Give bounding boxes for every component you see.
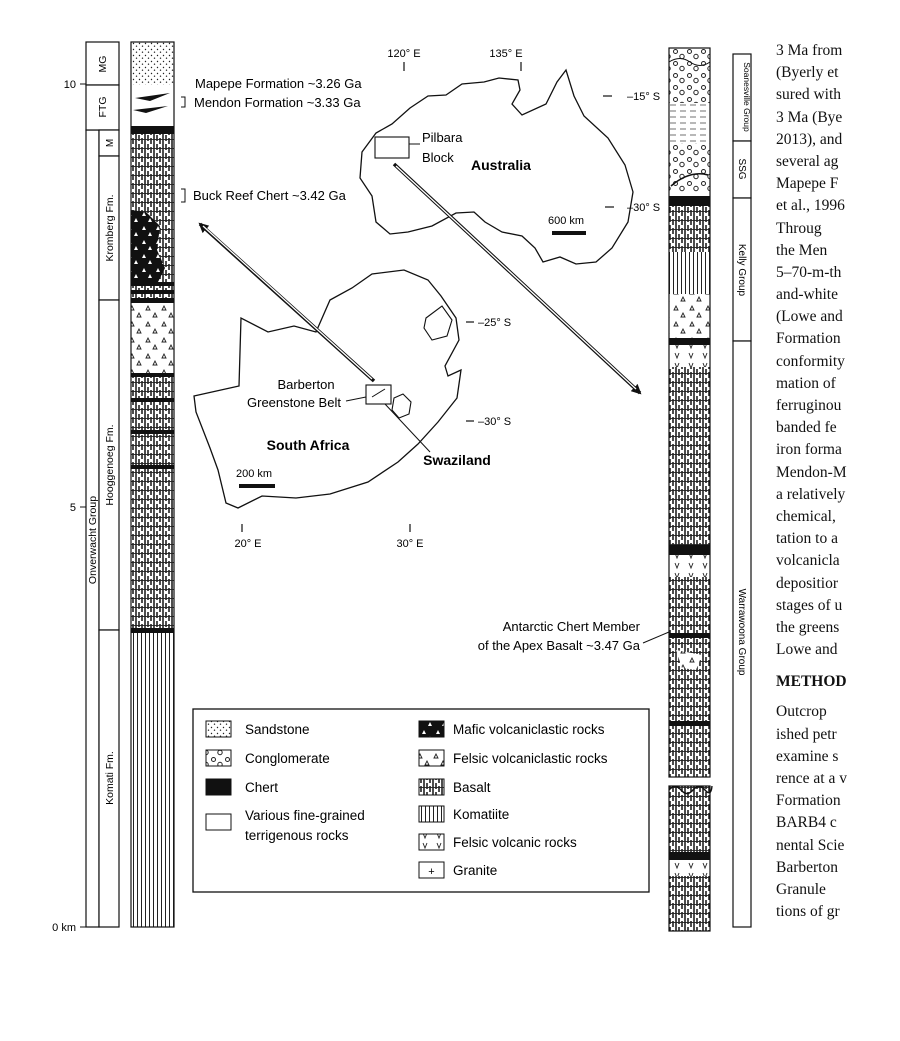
swaziland-label: Swaziland bbox=[423, 452, 491, 468]
methods-text-line: ished petr bbox=[776, 725, 837, 743]
body-text-line: Mapepe F bbox=[776, 175, 839, 193]
body-text-line: volcanicla bbox=[776, 552, 840, 570]
komatiite-pattern-icon bbox=[419, 806, 444, 822]
methods-text-line: nental Scie bbox=[776, 836, 845, 854]
body-text-line: depositior bbox=[776, 574, 838, 592]
lithology-column bbox=[131, 42, 174, 927]
legend-fine-grained-2: terrigenous rocks bbox=[245, 828, 349, 843]
methods-heading: METHOD bbox=[776, 673, 847, 691]
unit-label-hooggenoeg: Hooggenoeg Fm. bbox=[104, 424, 116, 506]
lat-30s-sa: –30° S bbox=[478, 416, 512, 428]
fine-grained-pattern-icon bbox=[206, 814, 231, 830]
unit-label-mg: MG bbox=[97, 55, 109, 73]
group-ssg: SSG bbox=[736, 158, 747, 180]
methods-text-line: tions of gr bbox=[776, 903, 840, 921]
note-mapepe: Mapepe Formation ~3.26 Ga bbox=[195, 76, 362, 91]
methods-text-line: Formation bbox=[776, 792, 841, 810]
body-text-column bbox=[776, 40, 900, 923]
lon-120e: 120° E bbox=[387, 48, 421, 60]
body-text-line: the greens bbox=[776, 618, 840, 636]
lat-15s-au: –15° S bbox=[627, 91, 661, 103]
body-text-line: several ag bbox=[776, 152, 839, 170]
note-buck-reef: Buck Reef Chert ~3.42 Ga bbox=[193, 188, 346, 203]
conglomerate-pattern-icon bbox=[206, 750, 231, 766]
scale-label-0: 0 km bbox=[52, 922, 76, 934]
felsic-volcaniclastic-pattern-icon bbox=[419, 750, 444, 766]
body-text-line: et al., 1996 bbox=[776, 197, 845, 215]
group-kelly: Kelly Group bbox=[736, 243, 747, 297]
methods-text-line: Granule bbox=[776, 880, 826, 898]
group-warrawoona: Warrawoona Group bbox=[736, 588, 747, 676]
australia-scale-bar bbox=[552, 231, 586, 235]
legend-mafic-volcaniclastic: Mafic volcaniclastic rocks bbox=[453, 722, 605, 737]
south-africa-scale-bar bbox=[239, 484, 275, 488]
apex-note-1: Antarctic Chert Member bbox=[502, 619, 640, 634]
body-text-line: Lowe and bbox=[776, 641, 838, 659]
body-text-line: tation to a bbox=[776, 530, 838, 548]
south-africa-map bbox=[194, 270, 511, 550]
body-text-line: conformity bbox=[776, 352, 845, 370]
body-text-line: sured with bbox=[776, 86, 842, 104]
legend-fine-grained-1: Various fine-grained bbox=[245, 808, 365, 823]
body-text-line: and-white bbox=[776, 286, 838, 304]
note-mendon: Mendon Formation ~3.33 Ga bbox=[194, 95, 361, 110]
legend-granite: Granite bbox=[453, 863, 498, 878]
lon-135e: 135° E bbox=[489, 48, 523, 60]
body-text-line: the Men bbox=[776, 241, 828, 259]
onverwacht-group-label: Onverwacht Group bbox=[87, 495, 99, 585]
methods-text-line: BARB4 c bbox=[776, 814, 837, 832]
group-soanesville: Soanesville Group bbox=[742, 62, 752, 132]
mafic-volcaniclastic-pattern-icon bbox=[419, 721, 444, 737]
australia-label: Australia bbox=[471, 157, 531, 173]
legend-komatiite: Komatiite bbox=[453, 807, 510, 822]
australia-scale-label: 600 km bbox=[548, 215, 585, 227]
pilbara-label-1: Pilbara bbox=[422, 130, 463, 145]
body-text-methods bbox=[776, 701, 900, 923]
methods-text-line: examine s bbox=[776, 747, 839, 765]
body-text-paragraphs bbox=[776, 40, 900, 661]
basalt-pattern-icon bbox=[419, 779, 444, 795]
apex-note-2: of the Apex Basalt ~3.47 Ga bbox=[477, 638, 640, 653]
barberton-label-1: Barberton bbox=[277, 377, 335, 392]
unit-label-komati: Komati Fm. bbox=[104, 751, 116, 805]
svg-text:+: + bbox=[428, 866, 435, 878]
unit-label-m: M bbox=[105, 138, 116, 148]
body-text-line: (Lowe and bbox=[776, 308, 843, 326]
legend-sandstone: Sandstone bbox=[245, 722, 310, 737]
lon-30e: 30° E bbox=[396, 538, 424, 550]
methods-text-line: rence at a v bbox=[776, 770, 847, 788]
sandstone-pattern-icon bbox=[206, 721, 231, 737]
body-text-line: banded fe bbox=[776, 419, 837, 437]
chert-pattern-icon bbox=[206, 779, 231, 795]
lon-20e: 20° E bbox=[234, 538, 262, 550]
lat-30s-au: –30° S bbox=[627, 202, 661, 214]
scale-label-10: 10 bbox=[63, 79, 76, 91]
unit-label-kromberg: Kromberg Fm. bbox=[104, 194, 116, 262]
south-africa-scale-label: 200 km bbox=[236, 468, 273, 480]
legend-felsic-volcaniclastic: Felsic volcaniclastic rocks bbox=[453, 751, 608, 766]
south-africa-label: South Africa bbox=[266, 437, 350, 453]
body-text-line: iron forma bbox=[776, 441, 842, 459]
pilbara-label-2: Block bbox=[422, 150, 454, 165]
body-text-line: Mendon-M bbox=[776, 463, 847, 481]
body-text-line: (Byerly et bbox=[776, 64, 839, 82]
body-text-line: stages of u bbox=[776, 596, 843, 614]
methods-text-line: Outcrop bbox=[776, 703, 827, 721]
body-text-line: 3 Ma (Bye bbox=[776, 108, 843, 126]
legend-felsic-volcanic: Felsic volcanic rocks bbox=[453, 835, 577, 850]
felsic-volcanic-pattern-icon bbox=[419, 834, 444, 850]
legend-chert: Chert bbox=[245, 780, 279, 795]
legend bbox=[193, 709, 649, 892]
body-text-line: ferruginou bbox=[776, 397, 842, 414]
scale-label-5: 5 bbox=[69, 502, 76, 514]
body-text-line: chemical, bbox=[776, 507, 836, 525]
body-text-line: Throug bbox=[776, 219, 822, 237]
body-text-line: Formation bbox=[776, 330, 841, 348]
body-text-line: a relatively bbox=[776, 485, 846, 503]
lat-25s-sa: –25° S bbox=[478, 317, 512, 329]
australia-map bbox=[360, 48, 660, 264]
body-text-line: 3 Ma from bbox=[776, 42, 843, 59]
legend-basalt: Basalt bbox=[453, 780, 491, 795]
body-text-line: 2013), and bbox=[776, 130, 843, 148]
barberton-label-2: Greenstone Belt bbox=[247, 395, 341, 410]
unit-label-ftg: FTG bbox=[97, 96, 109, 118]
body-text-line: 5–70-m-th bbox=[776, 263, 842, 281]
legend-conglomerate: Conglomerate bbox=[245, 751, 330, 766]
methods-text-line: Barberton bbox=[776, 858, 838, 876]
body-text-line: mation of bbox=[776, 374, 836, 392]
